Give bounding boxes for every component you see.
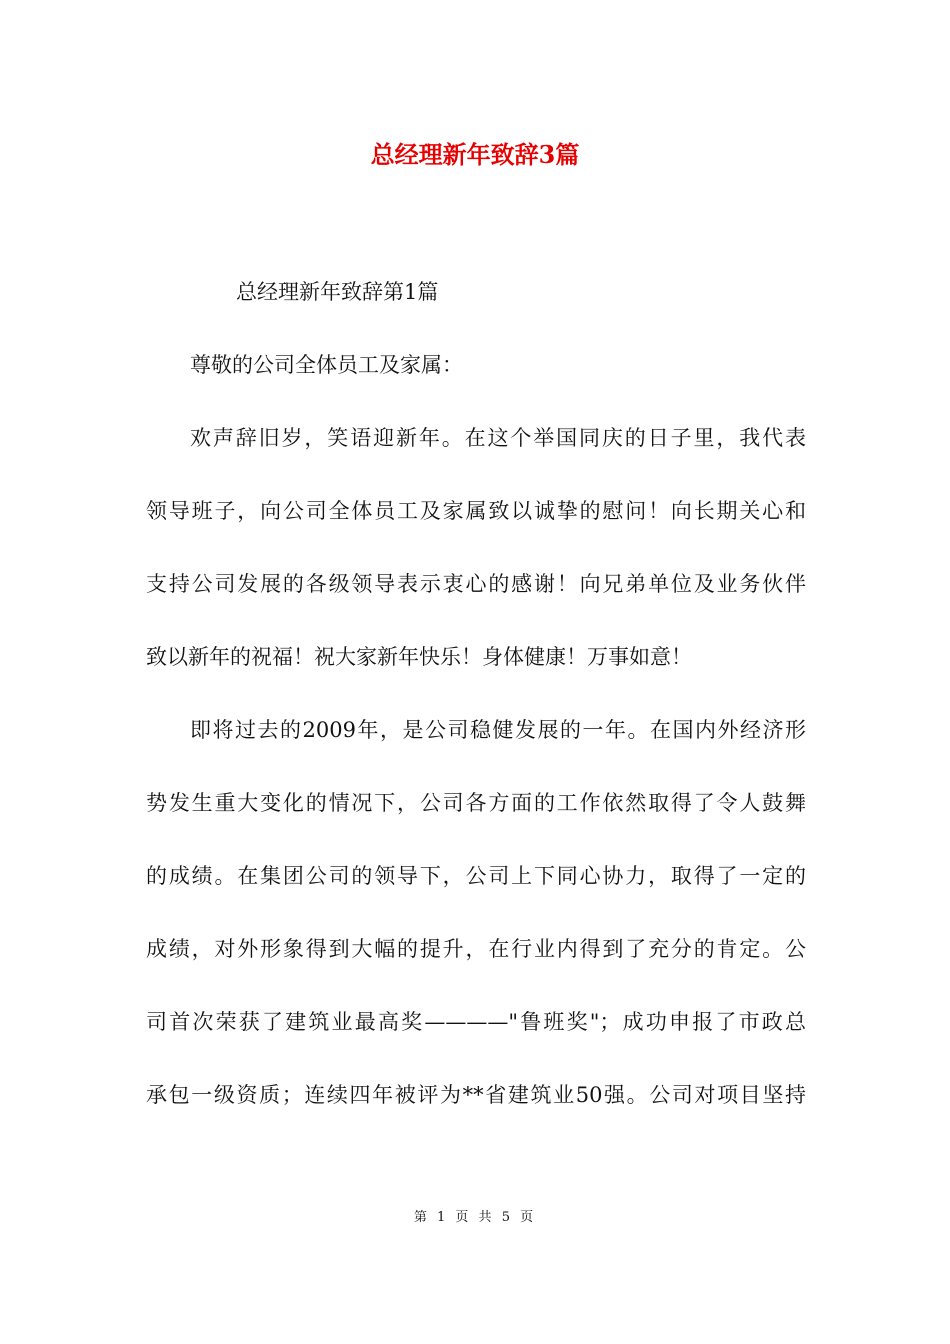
paragraph-1 bbox=[146, 418, 806, 710]
salutation: 尊敬的公司全体员工及家属： bbox=[190, 353, 463, 377]
section-heading: 总经理新年致辞第1篇 bbox=[236, 280, 439, 304]
document-title: 总经理新年致辞3篇 bbox=[370, 140, 580, 169]
paragraph-line: 成绩，对外形象得到大幅的提升，在行业内得到了充分的肯定。公 bbox=[146, 937, 806, 961]
page-indicator: 第 1 页 共 5 页 bbox=[413, 1210, 537, 1225]
paragraph-line: 即将过去的2009年，是公司稳健发展的一年。在国内外经济形 bbox=[190, 718, 806, 742]
paragraph-2 bbox=[146, 710, 806, 1148]
paragraph-line: 司首次荣获了建筑业最高奖————"鲁班奖"；成功申报了市政总 bbox=[146, 1010, 806, 1034]
paragraph-line: 致以新年的祝福！祝大家新年快乐！身体健康！万事如意！ bbox=[146, 645, 692, 669]
paragraph-line: 领导班子，向公司全体员工及家属致以诚挚的慰问！向长期关心和 bbox=[146, 499, 806, 523]
document-body bbox=[146, 272, 806, 1148]
paragraph-line: 势发生重大变化的情况下，公司各方面的工作依然取得了令人鼓舞 bbox=[146, 791, 806, 815]
paragraph-line: 支持公司发展的各级领导表示衷心的感谢！向兄弟单位及业务伙伴 bbox=[146, 572, 806, 596]
paragraph-line: 承包一级资质；连续四年被评为**省建筑业50强。公司对项目坚持 bbox=[146, 1083, 806, 1107]
paragraph-line: 的成绩。在集团公司的领导下，公司上下同心协力，取得了一定的 bbox=[146, 864, 806, 888]
paragraph-line: 欢声辞旧岁，笑语迎新年。在这个举国同庆的日子里，我代表 bbox=[190, 426, 806, 450]
